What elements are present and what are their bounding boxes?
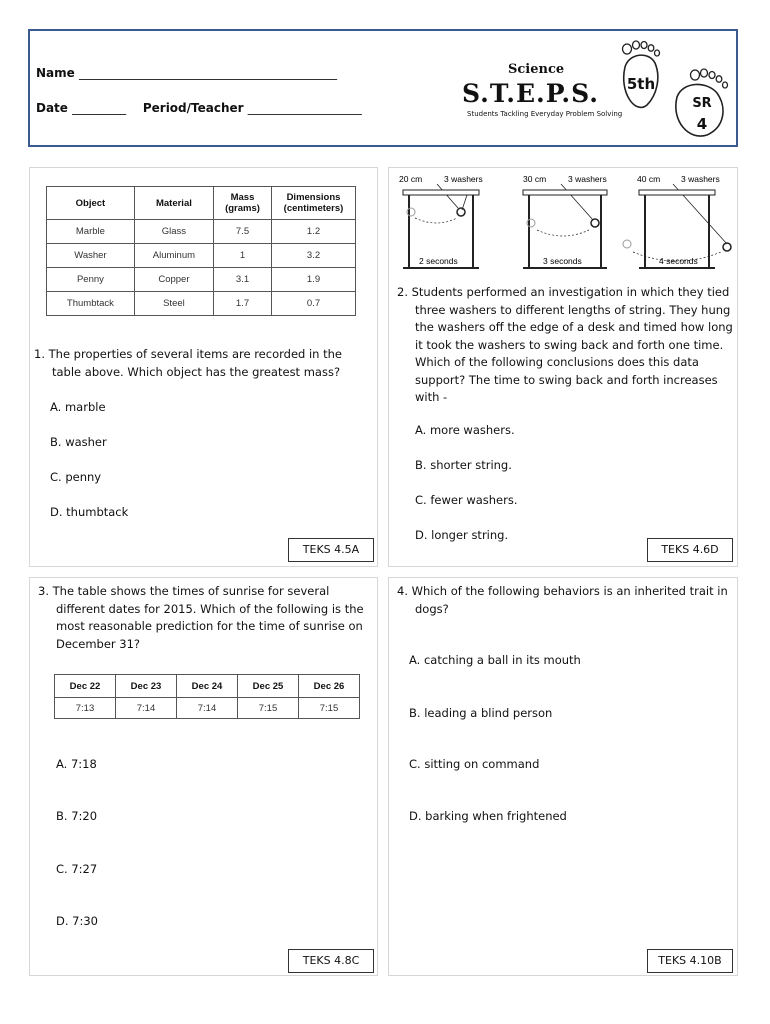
q2-option-a[interactable]: A. more washers. <box>415 423 515 437</box>
sr-number: 4 <box>696 115 708 133</box>
worksheet-header <box>28 29 738 147</box>
question-4-text: 4. Which of the following behaviors is an inherited trait in dogs? <box>397 584 728 616</box>
sr-label: SR <box>692 96 712 111</box>
washers-label: 3 washers <box>444 174 483 184</box>
question-4-card <box>388 577 738 976</box>
question-3-card <box>29 577 378 976</box>
q4-option-a[interactable]: A. catching a ball in its mouth <box>409 653 581 667</box>
table-cell: Steel <box>134 292 213 316</box>
table-cell: 3.1 <box>214 268 272 292</box>
table-cell: 1.2 <box>272 220 356 244</box>
length-label: 40 cm <box>637 174 661 184</box>
q1-option-a[interactable]: A. marble <box>50 400 106 414</box>
teks-badge: TEKS 4.8C <box>288 949 374 973</box>
question-1-text: 1. The properties of several items are recorded in the table above. Which object has the greatest mass? <box>34 347 342 379</box>
table-cell: Penny <box>47 268 135 292</box>
time-label: 3 seconds <box>543 256 582 266</box>
table-cell: 7:15 <box>238 698 299 719</box>
q1-option-c[interactable]: C. penny <box>50 470 102 484</box>
table-header: Dec 23 <box>116 675 177 698</box>
q4-option-b[interactable]: B. leading a blind person <box>409 706 553 720</box>
logo-steps-title: S.T.E.P.S. <box>462 79 599 108</box>
q1-option-b[interactable]: B. washer <box>50 435 107 449</box>
teks-badge: TEKS 4.10B <box>647 949 733 973</box>
table-header: Mass (grams) <box>214 187 272 220</box>
q3-option-c[interactable]: C. 7:27 <box>56 862 98 876</box>
table-cell: Marble <box>47 220 135 244</box>
grade-label: 5th <box>626 75 656 93</box>
time-label: 4 seconds <box>659 256 698 266</box>
desk-2 <box>523 174 607 269</box>
question-2-card <box>388 167 738 567</box>
q2-option-d[interactable]: D. longer string. <box>415 528 509 542</box>
footprints-logo-icon <box>615 37 735 141</box>
time-label: 2 seconds <box>419 256 458 266</box>
pendulum-diagram <box>397 172 733 276</box>
q4-option-d[interactable]: D. barking when frightened <box>409 809 567 823</box>
table-header: Object <box>47 187 135 220</box>
table-cell: Glass <box>134 220 213 244</box>
table-cell: Copper <box>134 268 213 292</box>
date-line <box>36 101 362 115</box>
desk-3 <box>623 174 731 269</box>
table-cell: 1.9 <box>272 268 356 292</box>
table-header: Dec 25 <box>238 675 299 698</box>
q3-option-b[interactable]: B. 7:20 <box>56 809 98 823</box>
date-label: Date <box>36 101 68 115</box>
table-cell: 7:13 <box>55 698 116 719</box>
q2-option-b[interactable]: B. shorter string. <box>415 458 512 472</box>
desk-1 <box>399 174 483 269</box>
logo-science-text: Science <box>508 62 565 77</box>
length-label: 30 cm <box>523 174 547 184</box>
table-cell: 3.2 <box>272 244 356 268</box>
table-cell: 7:14 <box>177 698 238 719</box>
name-line <box>36 66 337 80</box>
q1-option-d[interactable]: D. thumbtack <box>50 505 129 519</box>
table-cell: 0.7 <box>272 292 356 316</box>
table-cell: Washer <box>47 244 135 268</box>
name-label: Name <box>36 66 75 80</box>
washers-label: 3 washers <box>681 174 720 184</box>
table-cell: Thumbtack <box>47 292 135 316</box>
properties-table <box>46 186 356 316</box>
table-header: Dec 26 <box>299 675 360 698</box>
q3-option-a[interactable]: A. 7:18 <box>56 757 97 771</box>
teks-badge: TEKS 4.5A <box>288 538 374 562</box>
table-header: Dec 24 <box>177 675 238 698</box>
question-1-card <box>29 167 378 567</box>
q3-option-d[interactable]: D. 7:30 <box>56 914 98 928</box>
name-blank: ___________________________________________ <box>78 66 337 80</box>
question-2-text: 2. Students performed an investigation in which they tied three washers to different lengths of string. They hung the washers off the edge of a desk and timed how long it took the washers to swing back and forth one time. Which of the following conclusions does this data support? The time to swing back and forth increases with - <box>397 285 733 404</box>
question-3-text: 3. The table shows the times of sunrise for several different dates for 2015. Which of the following is the most reasonable prediction for the time of sunrise on December 31? <box>38 584 364 651</box>
period-teacher-blank: ___________________ <box>247 101 362 115</box>
teks-badge: TEKS 4.6D <box>647 538 733 562</box>
table-cell: 1.7 <box>214 292 272 316</box>
logo-tagline: Students Tackling Everyday Problem Solving <box>467 110 623 118</box>
table-cell: 7:15 <box>299 698 360 719</box>
table-cell: 7:14 <box>116 698 177 719</box>
q2-option-c[interactable]: C. fewer washers. <box>415 493 518 507</box>
length-label: 20 cm <box>399 174 423 184</box>
date-blank: _________ <box>72 101 127 115</box>
washers-label: 3 washers <box>568 174 607 184</box>
table-header: Dimensions (centimeters) <box>272 187 356 220</box>
period-teacher-label: Period/Teacher <box>142 101 244 115</box>
table-header: Material <box>134 187 213 220</box>
table-cell: 1 <box>214 244 272 268</box>
q4-option-c[interactable]: C. sitting on command <box>409 757 540 771</box>
table-cell: Aluminum <box>134 244 213 268</box>
table-header: Dec 22 <box>55 675 116 698</box>
table-cell: 7.5 <box>214 220 272 244</box>
sunrise-table <box>54 674 360 719</box>
